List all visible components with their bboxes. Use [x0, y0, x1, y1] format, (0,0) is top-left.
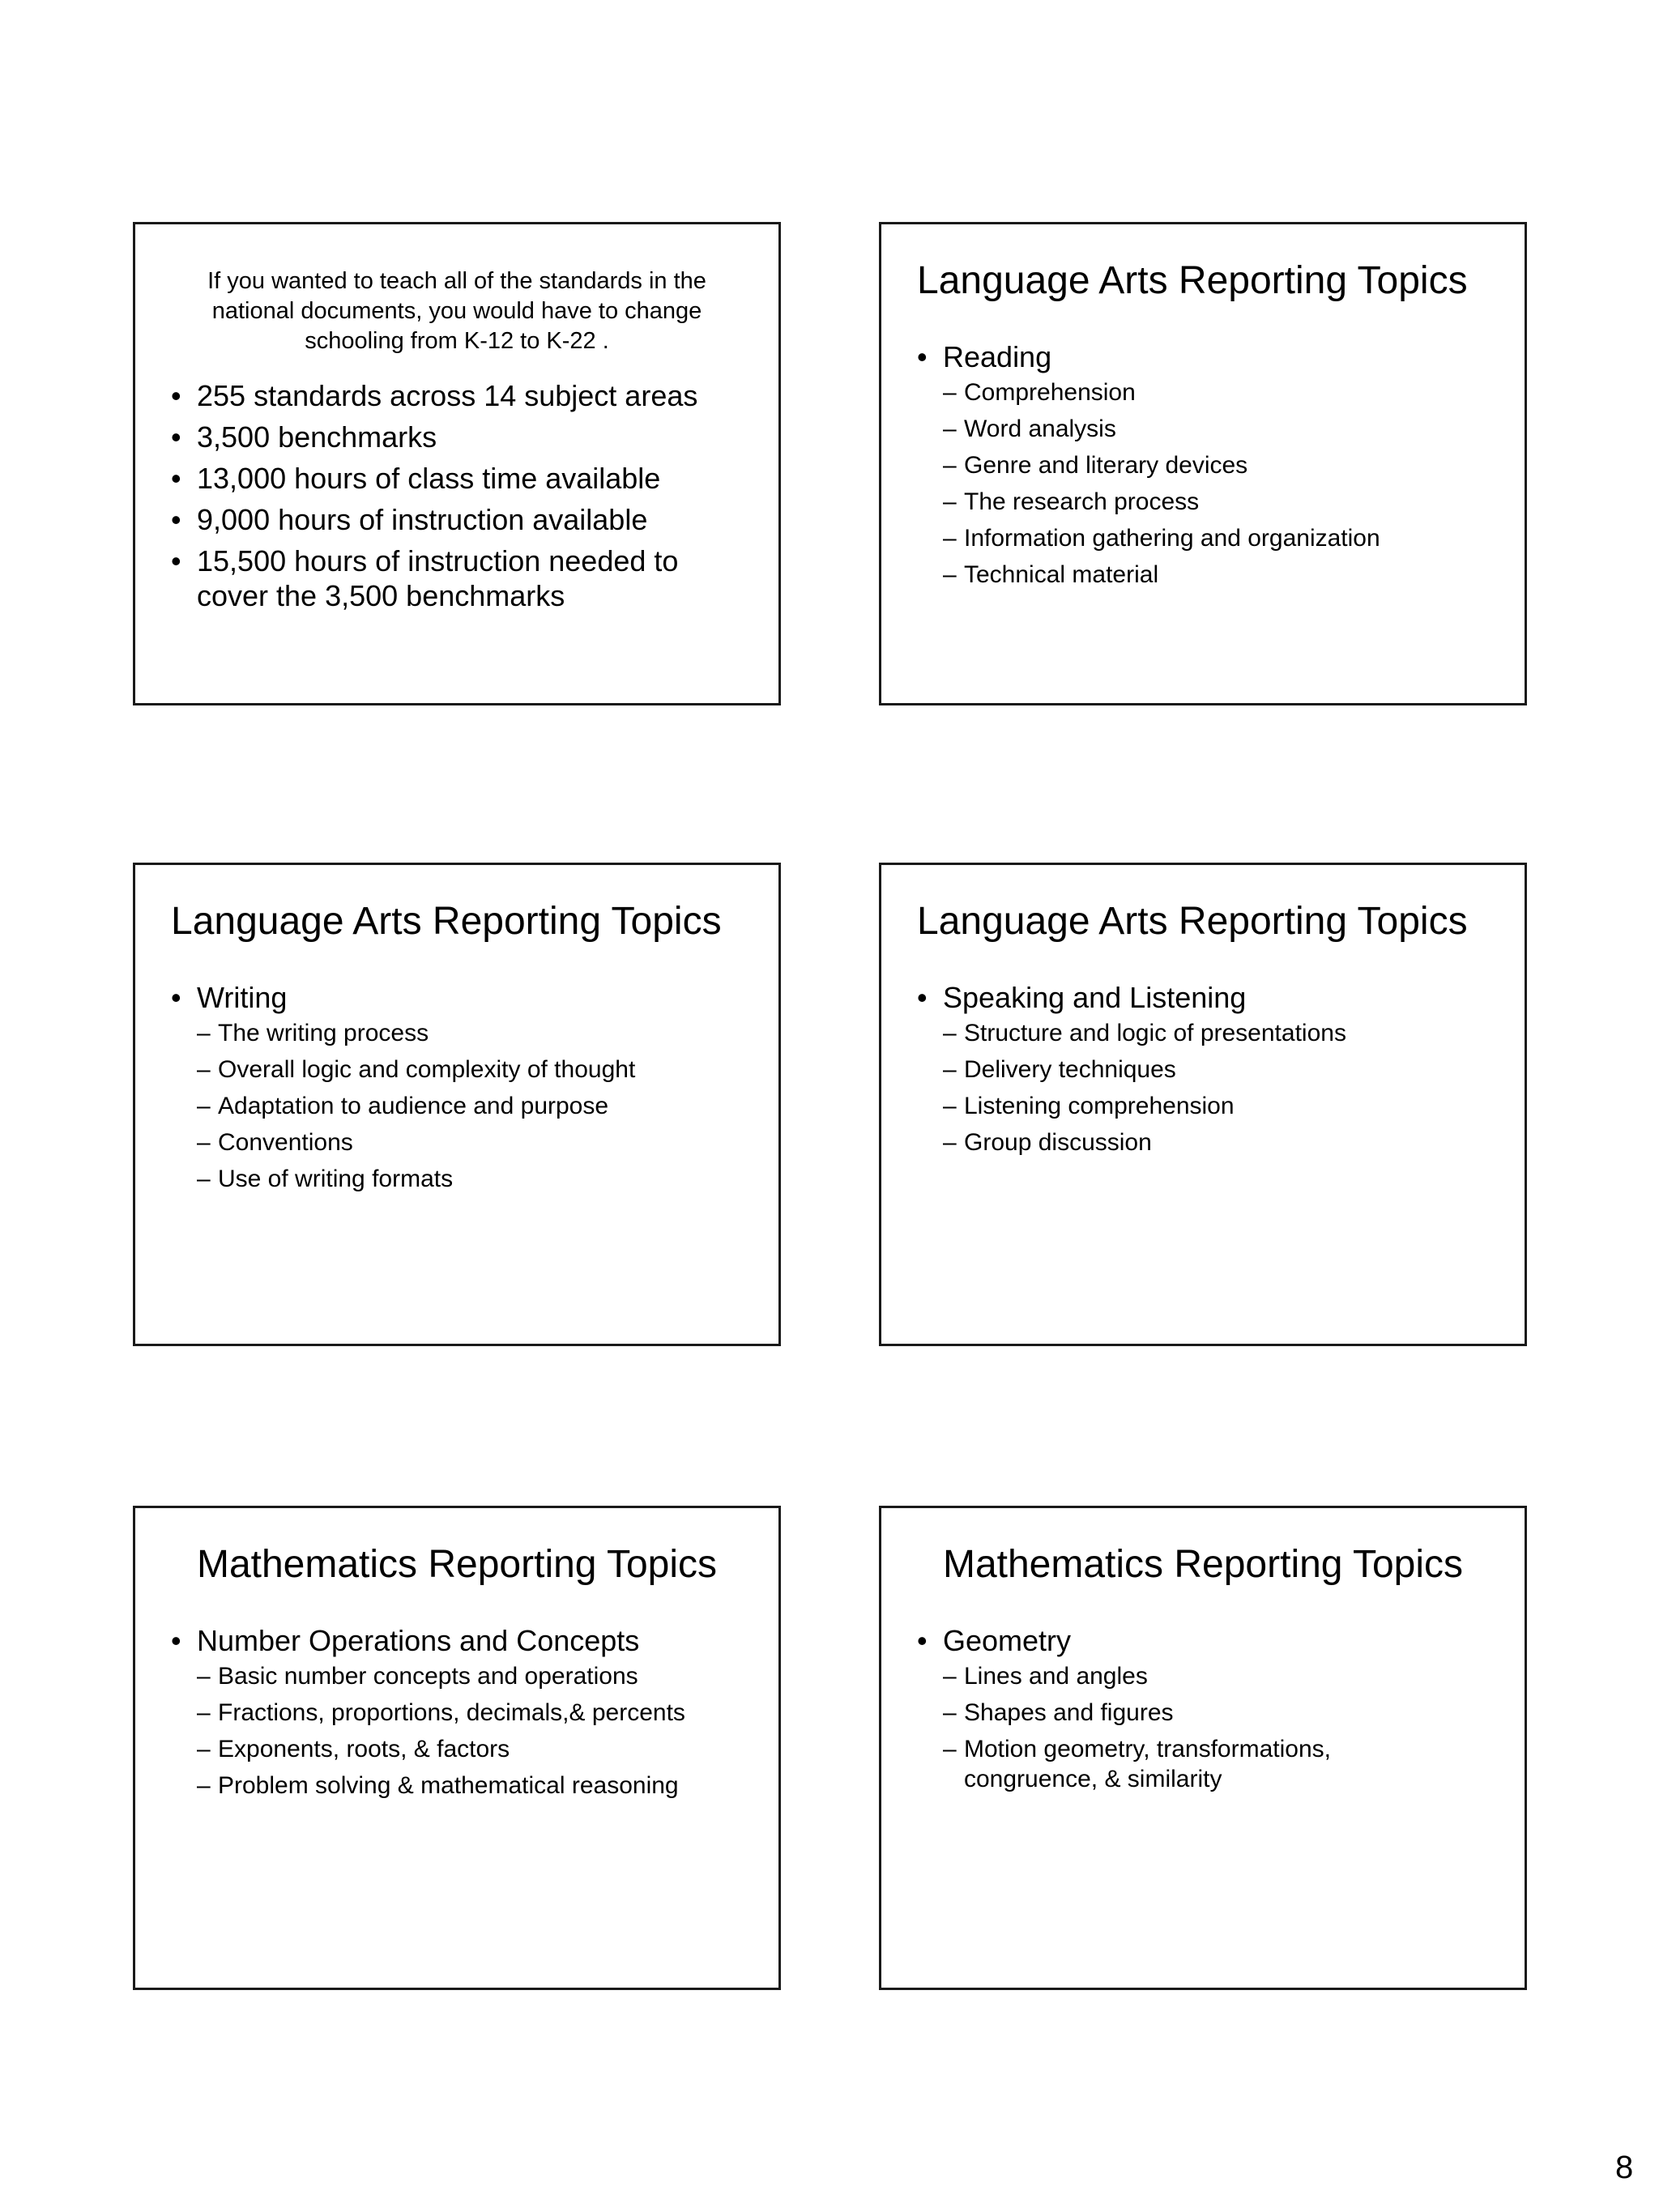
- slide-title: Mathematics Reporting Topics: [196, 1543, 718, 1586]
- dash-mark: –: [197, 1056, 211, 1083]
- subtopic-text: Basic number concepts and operations: [218, 1663, 638, 1690]
- bullet-text: 3,500 benchmarks: [197, 420, 437, 454]
- dash-mark: –: [943, 1020, 957, 1046]
- subtopic-list: [943, 1661, 1508, 1794]
- dash-mark: –: [943, 1663, 957, 1690]
- topic-item: [917, 1623, 1508, 1794]
- subtopic-item: [197, 1127, 762, 1157]
- slide-title: Language Arts Reporting Topics: [917, 900, 1468, 943]
- subtopic-text: Adaptation to audience and purpose: [218, 1093, 609, 1119]
- bullet-mark: •: [171, 503, 181, 536]
- topic-item: [171, 980, 762, 1194]
- bullet-mark: •: [917, 981, 928, 1014]
- subtopic-text: Motion geometry, transformations, congruence, & similarity: [964, 1736, 1331, 1792]
- topic-list: [917, 980, 1508, 1164]
- subtopic-item: [943, 1127, 1508, 1157]
- subtopic-item: [943, 1661, 1508, 1691]
- bullet-text: 255 standards across 14 subject areas: [197, 379, 698, 412]
- subtopic-text: Word analysis: [964, 416, 1116, 442]
- list-item: [171, 420, 762, 454]
- list-item: [171, 378, 762, 413]
- bullet-mark: •: [171, 462, 181, 495]
- subtopic-item: [943, 377, 1508, 407]
- subtopic-text: The writing process: [218, 1020, 429, 1046]
- dash-mark: –: [943, 488, 957, 515]
- bullet-text: 13,000 hours of class time available: [197, 462, 661, 495]
- subtopic-item: [943, 1055, 1508, 1085]
- subtopic-item: [943, 487, 1508, 517]
- subtopic-list: [943, 377, 1508, 590]
- dash-mark: –: [943, 1129, 957, 1156]
- dash-mark: –: [943, 1699, 957, 1726]
- subtopic-text: Overall logic and complexity of thought: [218, 1056, 636, 1083]
- subtopic-text: Structure and logic of presentations: [964, 1020, 1346, 1046]
- subtopic-text: Listening comprehension: [964, 1093, 1235, 1119]
- slide-standards-hours: [133, 222, 781, 705]
- subtopic-list: [943, 1018, 1508, 1157]
- bullet-list: [171, 378, 762, 620]
- slide-intro-text: If you wanted to teach all of the standards in the national documents, you would have to change schooling from K-12 to K-22 .: [207, 268, 706, 354]
- subtopic-item: [197, 1164, 762, 1194]
- subtopic-item: [197, 1018, 762, 1048]
- dash-mark: –: [943, 416, 957, 442]
- subtopic-text: Problem solving & mathematical reasoning: [218, 1772, 679, 1799]
- dash-mark: –: [943, 379, 957, 406]
- topic-list: [171, 980, 762, 1200]
- topic-list: [171, 1623, 762, 1807]
- subtopic-text: Genre and literary devices: [964, 452, 1248, 479]
- subtopic-item: [943, 1091, 1508, 1121]
- dash-mark: –: [943, 1093, 957, 1119]
- subtopic-item: [197, 1734, 762, 1764]
- subtopic-item: [943, 523, 1508, 553]
- bullet-text: 9,000 hours of instruction available: [197, 503, 648, 536]
- subtopic-item: [197, 1698, 762, 1728]
- bullet-text: 15,500 hours of instruction needed to cover the 3,500 benchmarks: [197, 544, 679, 612]
- subtopic-item: [943, 1698, 1508, 1728]
- bullet-mark: •: [917, 340, 928, 373]
- topic-item: [917, 980, 1508, 1157]
- bullet-mark: •: [171, 1624, 181, 1657]
- subtopic-text: The research process: [964, 488, 1200, 515]
- dash-mark: –: [197, 1699, 211, 1726]
- topic-label: Writing: [197, 981, 288, 1014]
- dash-mark: –: [197, 1166, 211, 1192]
- subtopic-text: Information gathering and organization: [964, 525, 1380, 552]
- subtopic-text: Lines and angles: [964, 1663, 1148, 1690]
- dash-mark: –: [943, 1736, 957, 1762]
- subtopic-text: Shapes and figures: [964, 1699, 1174, 1726]
- subtopic-item: [197, 1771, 762, 1801]
- topic-label: Number Operations and Concepts: [197, 1624, 640, 1657]
- slide-title: Mathematics Reporting Topics: [942, 1543, 1464, 1586]
- dash-mark: –: [197, 1663, 211, 1690]
- subtopic-text: Conventions: [218, 1129, 353, 1156]
- subtopic-item: [943, 560, 1508, 590]
- subtopic-text: Fractions, proportions, decimals,& percents: [218, 1699, 685, 1726]
- slide-language-arts-speaking: [879, 863, 1527, 1346]
- subtopic-text: Comprehension: [964, 379, 1136, 406]
- list-item: [171, 502, 762, 537]
- subtopic-list: [197, 1661, 762, 1801]
- dash-mark: –: [197, 1093, 211, 1119]
- topic-label: Geometry: [943, 1624, 1072, 1657]
- subtopic-text: Delivery techniques: [964, 1056, 1176, 1083]
- bullet-mark: •: [917, 1624, 928, 1657]
- dash-mark: –: [197, 1020, 211, 1046]
- bullet-mark: •: [171, 544, 181, 578]
- dash-mark: –: [197, 1129, 211, 1156]
- subtopic-item: [943, 414, 1508, 444]
- list-item: [171, 461, 762, 496]
- topic-label: Speaking and Listening: [943, 981, 1247, 1014]
- subtopic-item: [943, 1734, 1369, 1794]
- subtopic-item: [197, 1661, 762, 1691]
- slide-math-geometry: [879, 1506, 1527, 1990]
- subtopic-item: [197, 1091, 762, 1121]
- slide-title: Language Arts Reporting Topics: [171, 900, 722, 943]
- subtopic-item: [943, 450, 1508, 480]
- bullet-mark: •: [171, 379, 181, 412]
- subtopic-text: Use of writing formats: [218, 1166, 454, 1192]
- topic-list: [917, 1623, 1508, 1801]
- topic-item: [171, 1623, 762, 1801]
- subtopic-text: Group discussion: [964, 1129, 1152, 1156]
- subtopic-text: Exponents, roots, & factors: [218, 1736, 510, 1762]
- list-item: [171, 543, 699, 613]
- topic-item: [917, 339, 1508, 590]
- topic-list: [917, 339, 1508, 596]
- dash-mark: –: [943, 1056, 957, 1083]
- slide-math-number-operations: [133, 1506, 781, 1990]
- dash-mark: –: [943, 452, 957, 479]
- page-number: 8: [1615, 2150, 1634, 2185]
- dash-mark: –: [197, 1736, 211, 1762]
- slide-language-arts-writing: [133, 863, 781, 1346]
- topic-label: Reading: [943, 340, 1052, 373]
- subtopic-item: [943, 1018, 1508, 1048]
- dash-mark: –: [943, 561, 957, 588]
- subtopic-item: [197, 1055, 762, 1085]
- subtopic-list: [197, 1018, 762, 1194]
- bullet-mark: •: [171, 420, 181, 454]
- slide-title: Language Arts Reporting Topics: [917, 259, 1468, 302]
- dash-mark: –: [943, 525, 957, 552]
- slide-language-arts-reading: [879, 222, 1527, 705]
- subtopic-text: Technical material: [964, 561, 1159, 588]
- dash-mark: –: [197, 1772, 211, 1799]
- bullet-mark: •: [171, 981, 181, 1014]
